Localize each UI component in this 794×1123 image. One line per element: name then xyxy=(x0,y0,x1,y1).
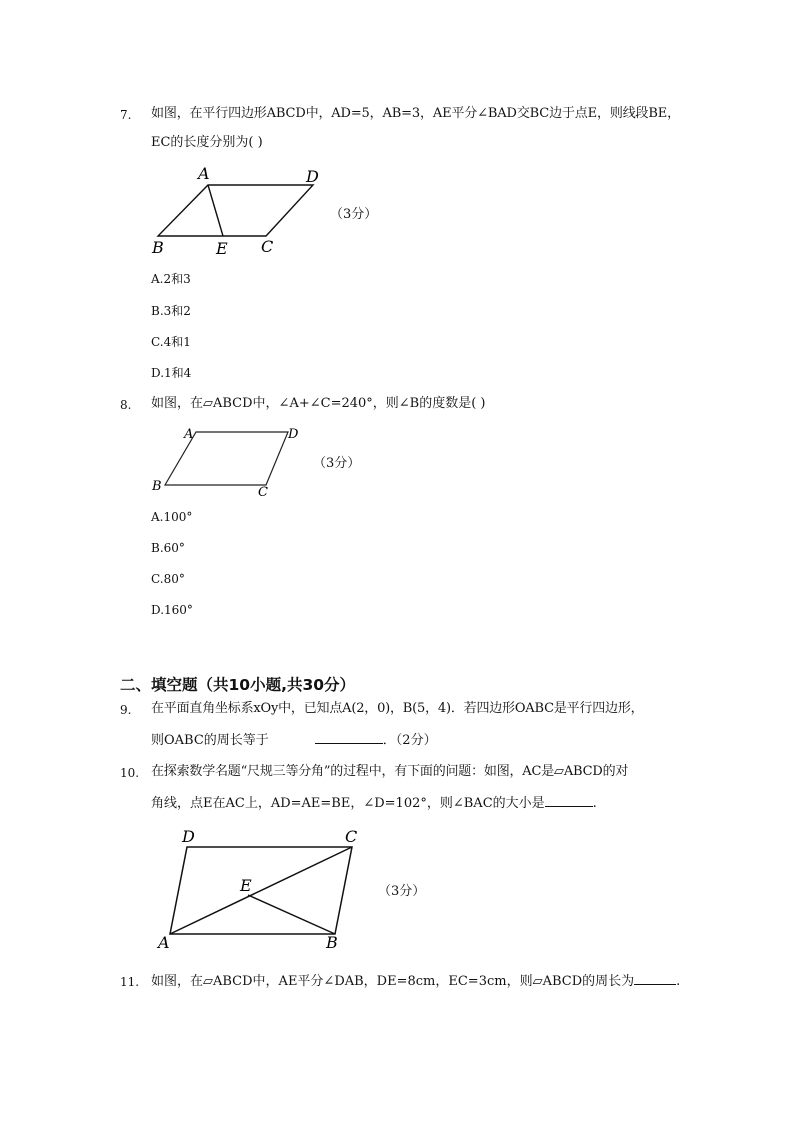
q10-answer-blank[interactable] xyxy=(545,794,593,807)
q10-text-line2 xyxy=(151,794,597,812)
q10-segment-be xyxy=(248,895,335,934)
q7-option-c: C.4和1 xyxy=(151,335,191,349)
q8-option-a: A.100° xyxy=(151,510,193,524)
q8-label-c: C xyxy=(258,485,268,500)
q10-label-b: B xyxy=(326,933,338,952)
q10-score: （3分） xyxy=(378,884,426,899)
q7-option-d: D.1和4 xyxy=(151,366,192,380)
q7-label-b: B xyxy=(152,238,164,257)
q10-text-line1: 在探索数学名题“尺规三等分角”的过程中，有下面的问题：如图，AC是▱ABCD的对 xyxy=(151,764,629,779)
q11-text-line1-post: . xyxy=(676,974,681,989)
q8-label-b: B xyxy=(152,479,162,494)
q8-figure xyxy=(148,422,308,502)
q7-label-a: A xyxy=(198,164,210,183)
q10-label-a: A xyxy=(158,933,170,952)
q7-option-b: B.3和2 xyxy=(151,304,191,318)
q8-label-a: A xyxy=(184,427,194,442)
q8-option-c: C.80° xyxy=(151,572,185,586)
q8-text-line1: 如图，在▱ABCD中，∠A+∠C=240°，则∠B的度数是( ) xyxy=(151,396,486,411)
q9-number: 9. xyxy=(120,703,132,717)
q7-label-d: D xyxy=(306,167,319,186)
q10-label-c: C xyxy=(345,827,358,846)
q9-text-line2-post: ．（2分） xyxy=(382,733,437,748)
q7-score: （3分） xyxy=(330,207,378,222)
q9-answer-blank[interactable] xyxy=(315,731,383,744)
q10-figure xyxy=(150,823,365,953)
q7-label-e: E xyxy=(216,239,228,258)
q8-option-b: B.60° xyxy=(151,541,185,555)
q10-label-d: D xyxy=(182,827,195,846)
q7-segment-ae xyxy=(208,185,223,236)
q8-number: 8. xyxy=(120,398,132,412)
q7-option-a: A.2和3 xyxy=(151,272,191,286)
q9-text-line2-pre: 则OABC的周长等于 xyxy=(151,733,269,748)
q9-text-line1: 在平面直角坐标系xOy中，已知点A(2，0)，B(5，4)．若四边形OABC是平行四边形， xyxy=(151,701,644,716)
q11-text-line1-main: 如图，在▱ABCD中，AE平分∠DAB，DE=8cm，EC=3cm，则▱ABCD的周长为 xyxy=(151,974,635,989)
q8-label-d: D xyxy=(288,427,299,442)
q10-number: 10. xyxy=(120,766,140,780)
q8-option-d: D.160° xyxy=(151,603,193,617)
q11-answer-blank[interactable] xyxy=(634,972,676,985)
q11-text-line1 xyxy=(151,972,680,990)
q7-number: 7. xyxy=(120,108,132,122)
q9-text-line2 xyxy=(151,731,437,749)
q7-text-line2: EC的长度分别为( ) xyxy=(151,135,263,150)
q11-number: 11. xyxy=(120,975,140,989)
q7-text-line1: 如图，在平行四边形ABCD中，AD=5，AB=3，AE平分∠BAD交BC边于点E，则线段BE， xyxy=(151,106,680,121)
q7-parallelogram xyxy=(158,185,313,236)
q10-text-line2-main: 角线，点E在AC上，AD=AE=BE，∠D=102°，则∠BAC的大小是 xyxy=(151,796,545,811)
q8-score: （3分） xyxy=(313,456,361,471)
q10-diagonal-ac xyxy=(170,847,352,934)
q7-label-c: C xyxy=(261,237,274,256)
q10-text-line2-post: . xyxy=(592,796,597,811)
q10-label-e: E xyxy=(240,876,252,895)
q7-figure xyxy=(148,163,328,258)
section-2-title: 二、填空题（共10小题,共30分） xyxy=(120,676,356,694)
